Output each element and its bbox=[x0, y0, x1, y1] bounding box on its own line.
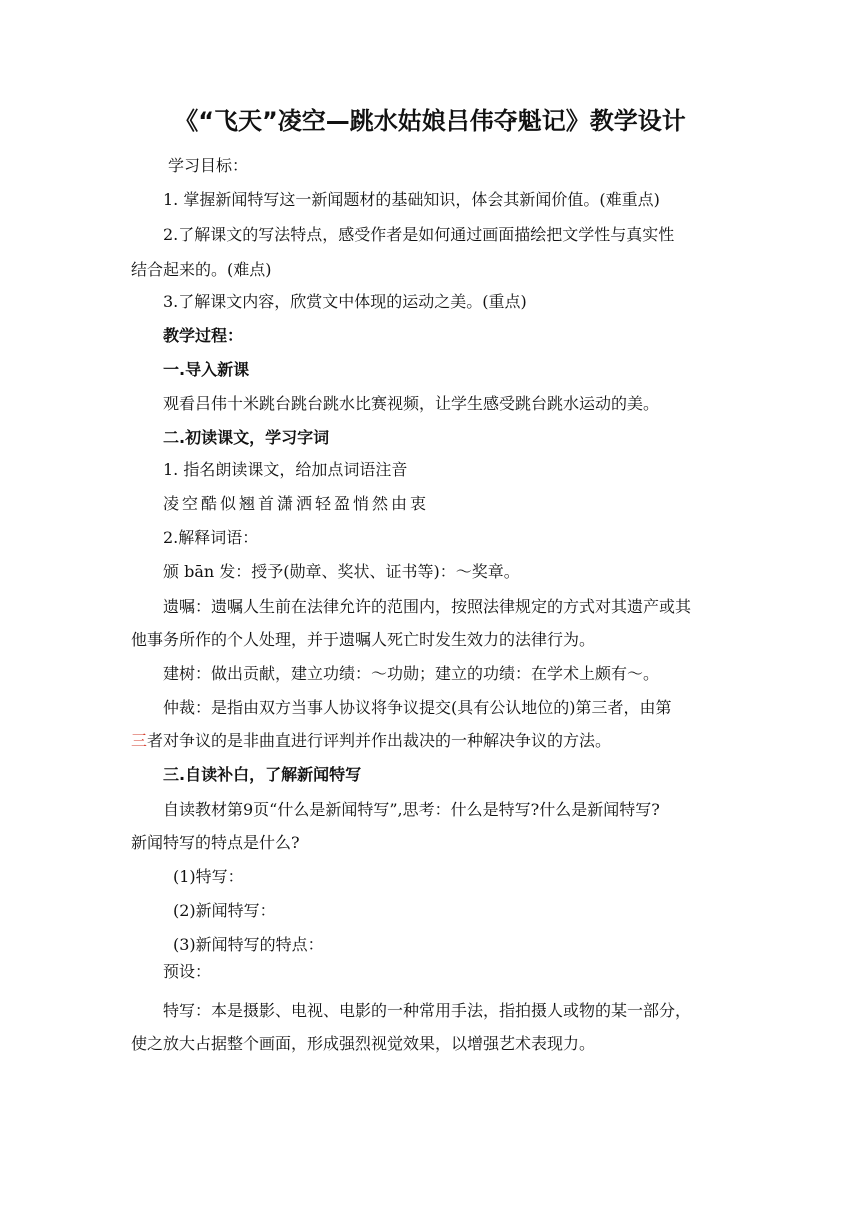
goal-2-line-2: 结合起来的。(难点) bbox=[131, 260, 272, 279]
goal-1: 1. 掌握新闻特写这一新闻题材的基础知识，体会其新闻价值。(难重点) bbox=[163, 190, 660, 209]
section-1-heading: 一.导入新课 bbox=[163, 360, 250, 379]
section-3-text-line-1: 自读教材第9页“什么是新闻特写”,思考：什么是特写?什么是新闻特写? bbox=[163, 800, 660, 819]
page-title: 《“飞天”凌空—跳水姑娘吕伟夺魁记》教学设计 bbox=[174, 107, 686, 135]
highlighted-char: 三 bbox=[131, 731, 148, 750]
question-1: (1)特写： bbox=[173, 867, 244, 886]
definition-zhongcai-line-2 bbox=[131, 731, 611, 751]
answer-line-2: 使之放大占据整个画面，形成强烈视觉效果，以增强艺术表现力。 bbox=[131, 1034, 596, 1053]
definition-zhongcai-line-2-rest: 者对争议的是非曲直进行评判并作出裁决的一种解决争议的方法。 bbox=[147, 731, 612, 750]
section-2-item-2: 2.解释词语： bbox=[163, 528, 259, 547]
definition-jianshu: 建树：做出贡献，建立功绩：～功勋；建立的功绩：在学术上颇有～。 bbox=[163, 664, 660, 683]
section-3-text-line-2: 新闻特写的特点是什么? bbox=[131, 833, 300, 852]
section-1-text: 观看吕伟十米跳台跳台跳水比赛视频，让学生感受跳台跳水运动的美。 bbox=[163, 394, 660, 413]
question-2: (2)新闻特写： bbox=[173, 901, 276, 920]
goals-heading: 学习目标： bbox=[168, 156, 249, 175]
preset-label: 预设： bbox=[163, 962, 212, 981]
definition-banfa: 颁 bān 发：授予(勋章、奖状、证书等)：～奖章。 bbox=[163, 562, 520, 581]
vocabulary-words: 凌空酷似翘首潇洒轻盈悄然由衷 bbox=[163, 494, 430, 513]
section-2-item-1: 1. 指名朗读课文，给加点词语注音 bbox=[163, 460, 408, 479]
process-heading: 教学过程： bbox=[163, 326, 244, 345]
section-2-heading: 二.初读课文，学习字词 bbox=[163, 428, 330, 447]
goal-2-line-1: 2.了解课文的写法特点，感受作者是如何通过画面描绘把文学性与真实性 bbox=[163, 225, 675, 244]
section-3-heading: 三.自读补白，了解新闻特写 bbox=[163, 765, 362, 784]
question-3: (3)新闻特写的特点： bbox=[173, 935, 324, 954]
answer-line-1: 特写：本是摄影、电视、电影的一种常用手法，指拍摄人或物的某一部分， bbox=[163, 1001, 692, 1020]
definition-yizhu-line-1: 遗嘱：遗嘱人生前在法律允许的范围内，按照法律规定的方式对其遗产或其 bbox=[163, 597, 692, 616]
goal-3: 3.了解课文内容，欣赏文中体现的运动之美。(重点) bbox=[163, 292, 527, 311]
definition-yizhu-line-2: 他事务所作的个人处理，并于遗嘱人死亡时发生效力的法律行为。 bbox=[131, 630, 596, 649]
definition-zhongcai-line-1: 仲裁：是指由双方当事人协议将争议提交(具有公认地位的)第三者，由第 bbox=[163, 698, 672, 717]
